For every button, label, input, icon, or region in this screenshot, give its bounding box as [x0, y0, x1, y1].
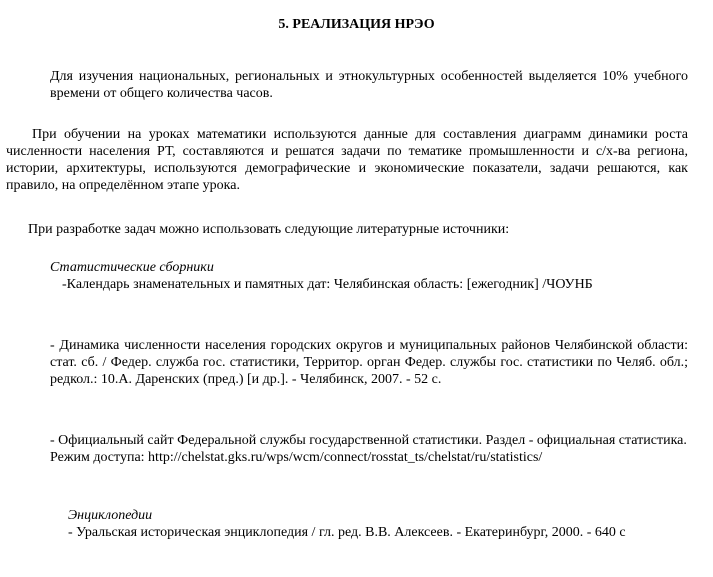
section-title: 5. РЕАЛИЗАЦИЯ НРЭО — [278, 17, 435, 32]
list-item: - Уральская историческая энциклопедия / гл. ред. В.В. Алексеев. - Екатеринбург, 2000. - 640 с — [68, 525, 626, 540]
paragraph-math-lessons: При обучении на уроках математики используются данные для составления диаграмм динамики роста численности населения РТ, составляются и решатся задачи по тематике промышленности и с/х-ва региона, истории, архитектуры, используются демографические и экономические показатели, задачи решаются, как правило, на определённом этапе урока. — [6, 127, 688, 193]
list-item: -Календарь знаменательных и памятных дат: Челябинская область: [ежегодник] /ЧОУНБ — [62, 277, 593, 292]
heading-encyclopedias: Энциклопедии — [68, 508, 153, 523]
paragraph-intro: Для изучения национальных, региональных и этнокультурных особенностей выделяется 10% учебного времени от общего количества часов. — [50, 69, 688, 101]
paragraph-sources-intro: При разработке задач можно использовать следующие литературные источники: — [28, 222, 510, 237]
heading-statistics: Статистические сборники — [50, 260, 214, 275]
list-item: - Официальный сайт Федеральной службы государственной статистики. Раздел - официальная статистика. Режим доступа: http://chelstat.gks.ru/wps/wcm/connect/rosstat_ts/chelstat/ru/statistics/ — [50, 433, 687, 465]
list-item: - Динамика численности населения городских округов и муниципальных районов Челябинской области: стат. сб. / Федер. служба гос. статистики, Территор. орган Федер. службы гос. статистики по Челяб. обл.; редкол.: 10.А. Даренских (пред.) [и др.]. - Челябинск, 2007. - 52 с. — [50, 338, 688, 387]
